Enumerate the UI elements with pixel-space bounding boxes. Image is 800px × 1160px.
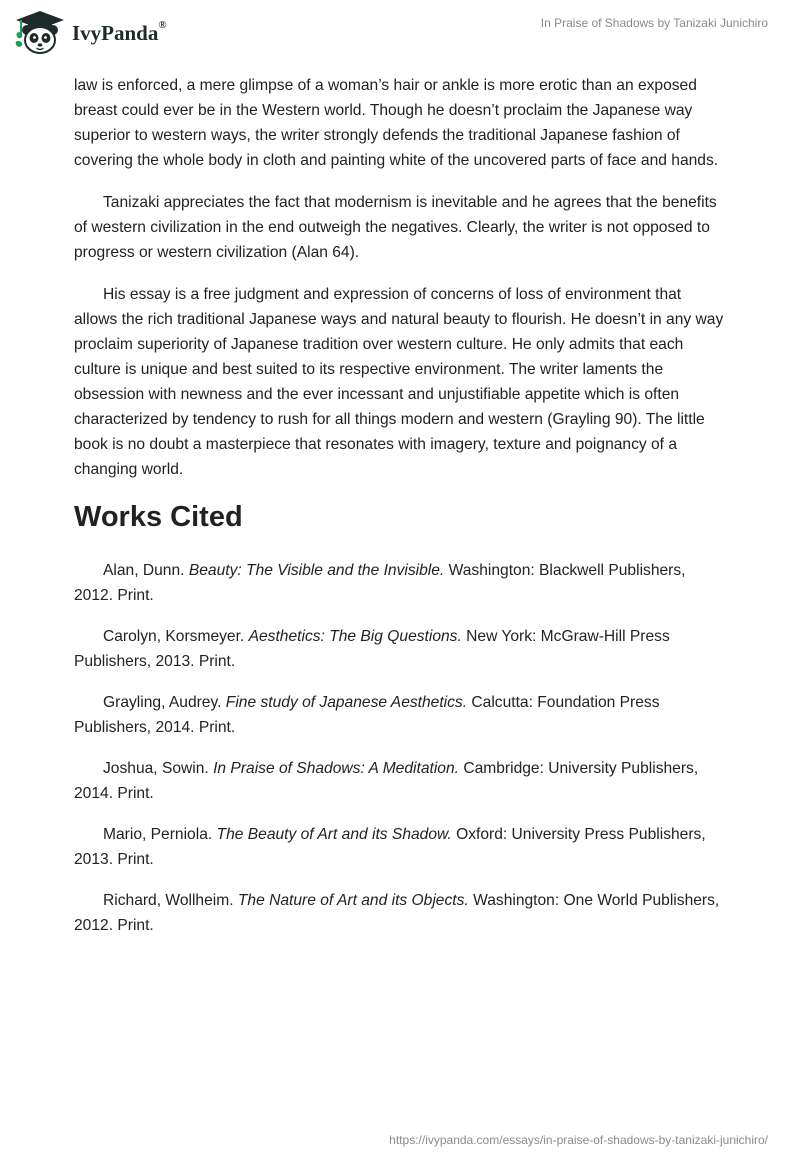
page-header <box>0 0 800 72</box>
source-url[interactable]: https://ivypanda.com/essays/in-praise-of-shadows-by-tanizaki-junichiro/ <box>389 1133 768 1147</box>
body-paragraph: Tanizaki appreciates the fact that modernism is inevitable and he agrees that the benefits of western civilization in the end outweigh the negatives. Clearly, the writer is not opposed to progress or western civilization (Alan 64). <box>74 194 717 261</box>
citation-entry: Joshua, Sowin. In Praise of Shadows: A Meditation. Cambridge: University Publishers, 2014. Print. <box>74 760 699 802</box>
citation-entry: Carolyn, Korsmeyer. Aesthetics: The Big Questions. New York: McGraw-Hill Press Publishers, 2013. Print. <box>74 628 670 670</box>
citation-entry: Grayling, Audrey. Fine study of Japanese Aesthetics. Calcutta: Foundation Press Publishers, 2014. Print. <box>74 694 660 736</box>
citation-entry: Richard, Wollheim. The Nature of Art and its Objects. Washington: One World Publishers, 2012. Print. <box>74 892 720 934</box>
citation-entry: Mario, Perniola. The Beauty of Art and its Shadow. Oxford: University Press Publishers, 2013. Print. <box>74 826 706 868</box>
works-cited-heading: Works Cited <box>74 501 243 533</box>
ivypanda-logo[interactable] <box>14 8 167 56</box>
body-paragraph: His essay is a free judgment and expression of concerns of loss of environment that allows the rich traditional Japanese ways and natural beauty to flourish. He doesn’t in any way proclaim superiority of Japanese tradition over western culture. He only admits that each culture is unique and best suited to its respective environment. The writer laments the obsession with newness and the ever incessant and unjustifiable appetite which is often characterized by tendency to rush for all things modern and western (Grayling 90). The little book is no doubt a masterpiece that resonates with imagery, texture and poignancy of a changing world. <box>74 286 724 478</box>
body-paragraph: law is enforced, a mere glimpse of a woman’s hair or ankle is more erotic than an exposed breast could ever be in the Western world. Though he doesn’t proclaim the Japanese way superior to western ways, the writer strongly defends the traditional Japanese fashion of covering the whole body in cloth and painting white of the uncovered parts of face and hands. <box>74 77 719 169</box>
citation-entry: Alan, Dunn. Beauty: The Visible and the Invisible. Washington: Blackwell Publishers, 2012. Print. <box>74 562 686 604</box>
document-title: In Praise of Shadows by Tanizaki Junichiro <box>540 16 768 30</box>
brand-name: IvyPanda® <box>72 18 167 45</box>
essay-content <box>74 73 724 954</box>
panda-graduate-icon <box>14 8 66 56</box>
